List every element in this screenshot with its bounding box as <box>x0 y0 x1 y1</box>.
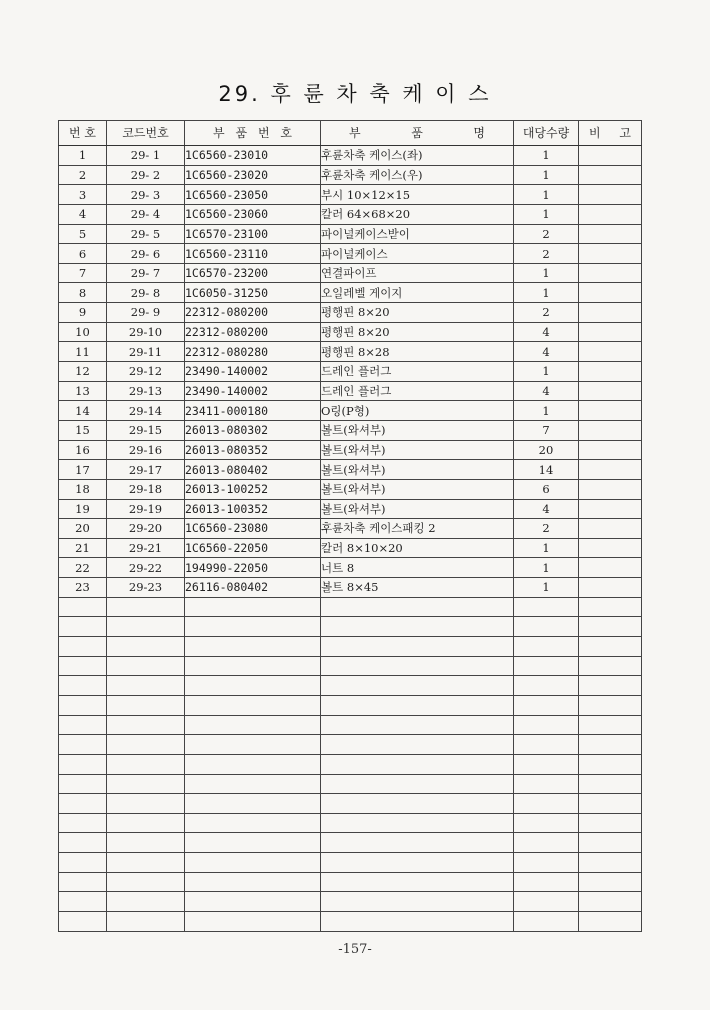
part-number-cell <box>185 637 321 657</box>
code-number-cell: 29-20 <box>107 519 185 539</box>
row-number-cell: 5 <box>59 224 107 244</box>
quantity-cell: 6 <box>514 479 579 499</box>
code-number-cell <box>107 774 185 794</box>
table-row <box>59 322 642 342</box>
quantity-cell <box>514 695 579 715</box>
remarks-cell <box>579 558 642 578</box>
table-row <box>59 146 642 166</box>
part-name-cell: 파이널케이스받이 <box>321 224 514 244</box>
quantity-cell: 4 <box>514 499 579 519</box>
part-number-cell <box>185 715 321 735</box>
remarks-cell <box>579 617 642 637</box>
table-row <box>59 165 642 185</box>
row-number-cell: 20 <box>59 519 107 539</box>
part-number-cell: 23490-140002 <box>185 362 321 382</box>
part-number-cell <box>185 813 321 833</box>
table-row <box>59 185 642 205</box>
row-number-cell: 3 <box>59 185 107 205</box>
row-number-cell: 9 <box>59 303 107 323</box>
row-number-cell <box>59 872 107 892</box>
part-number-cell <box>185 872 321 892</box>
part-number-cell: 26013-100252 <box>185 479 321 499</box>
header-remarks: 비 고 <box>579 121 642 146</box>
code-number-cell: 29-17 <box>107 460 185 480</box>
row-number-cell: 14 <box>59 401 107 421</box>
part-number-cell <box>185 597 321 617</box>
remarks-cell <box>579 872 642 892</box>
quantity-cell <box>514 637 579 657</box>
remarks-cell <box>579 754 642 774</box>
remarks-cell <box>579 303 642 323</box>
page-number: -157- <box>338 942 372 957</box>
code-number-cell: 29-16 <box>107 440 185 460</box>
code-number-cell: 29-14 <box>107 401 185 421</box>
code-number-cell: 29- 6 <box>107 244 185 264</box>
row-number-cell: 6 <box>59 244 107 264</box>
part-name-cell <box>321 676 514 696</box>
quantity-cell: 2 <box>514 303 579 323</box>
remarks-cell <box>579 813 642 833</box>
code-number-cell <box>107 754 185 774</box>
empty-table-row <box>59 597 642 617</box>
part-number-cell: 22312-080280 <box>185 342 321 362</box>
part-name-cell <box>321 656 514 676</box>
table-row <box>59 420 642 440</box>
empty-table-row <box>59 833 642 853</box>
remarks-cell <box>579 656 642 676</box>
code-number-cell <box>107 676 185 696</box>
table-row <box>59 342 642 362</box>
part-number-cell: 1C6570-23200 <box>185 263 321 283</box>
code-number-cell: 29-23 <box>107 578 185 598</box>
code-number-cell <box>107 735 185 755</box>
row-number-cell <box>59 735 107 755</box>
remarks-cell <box>579 637 642 657</box>
remarks-cell <box>579 440 642 460</box>
quantity-cell: 4 <box>514 322 579 342</box>
part-name-cell: 평행핀 8×20 <box>321 303 514 323</box>
code-number-cell <box>107 833 185 853</box>
remarks-cell <box>579 892 642 912</box>
row-number-cell <box>59 715 107 735</box>
empty-table-row <box>59 754 642 774</box>
row-number-cell: 8 <box>59 283 107 303</box>
table-row <box>59 381 642 401</box>
row-number-cell: 23 <box>59 578 107 598</box>
part-number-cell <box>185 617 321 637</box>
part-number-cell <box>185 794 321 814</box>
quantity-cell: 1 <box>514 185 579 205</box>
header-part-no: 부 품 번 호 <box>185 121 321 146</box>
remarks-cell <box>579 283 642 303</box>
empty-table-row <box>59 872 642 892</box>
page-title: 29. 후 륜 차 축 케 이 스 <box>218 82 492 106</box>
code-number-cell <box>107 656 185 676</box>
quantity-cell: 1 <box>514 204 579 224</box>
remarks-cell <box>579 499 642 519</box>
row-number-cell: 2 <box>59 165 107 185</box>
header-qty: 대당수량 <box>514 121 579 146</box>
part-number-cell <box>185 695 321 715</box>
part-number-cell: 1C6560-23080 <box>185 519 321 539</box>
part-name-cell <box>321 794 514 814</box>
empty-table-row <box>59 676 642 696</box>
table-row <box>59 263 642 283</box>
part-number-cell: 26013-080352 <box>185 440 321 460</box>
empty-table-row <box>59 774 642 794</box>
table-row <box>59 362 642 382</box>
quantity-cell: 1 <box>514 362 579 382</box>
row-number-cell: 21 <box>59 538 107 558</box>
empty-table-row <box>59 892 642 912</box>
row-number-cell <box>59 794 107 814</box>
quantity-cell <box>514 617 579 637</box>
quantity-cell <box>514 597 579 617</box>
remarks-cell <box>579 401 642 421</box>
empty-table-row <box>59 715 642 735</box>
quantity-cell <box>514 754 579 774</box>
part-number-cell: 1C6570-23100 <box>185 224 321 244</box>
empty-table-row <box>59 853 642 873</box>
part-name-cell: O링(P형) <box>321 401 514 421</box>
quantity-cell <box>514 676 579 696</box>
remarks-cell <box>579 362 642 382</box>
part-number-cell: 26013-100352 <box>185 499 321 519</box>
quantity-cell <box>514 735 579 755</box>
row-number-cell: 12 <box>59 362 107 382</box>
part-name-cell: 볼트(와셔부) <box>321 440 514 460</box>
part-number-cell <box>185 754 321 774</box>
quantity-cell: 2 <box>514 244 579 264</box>
code-number-cell: 29- 4 <box>107 204 185 224</box>
remarks-cell <box>579 715 642 735</box>
row-number-cell <box>59 813 107 833</box>
part-name-cell: 평행핀 8×28 <box>321 342 514 362</box>
part-name-cell: 후륜차축 케이스(좌) <box>321 146 514 166</box>
remarks-cell <box>579 538 642 558</box>
quantity-cell: 1 <box>514 538 579 558</box>
table-row <box>59 204 642 224</box>
quantity-cell: 2 <box>514 519 579 539</box>
header-no: 번 호 <box>59 121 107 146</box>
row-number-cell <box>59 853 107 873</box>
part-name-cell <box>321 735 514 755</box>
part-name-cell <box>321 892 514 912</box>
table-row <box>59 519 642 539</box>
quantity-cell <box>514 872 579 892</box>
table-row <box>59 303 642 323</box>
quantity-cell: 1 <box>514 578 579 598</box>
row-number-cell: 17 <box>59 460 107 480</box>
empty-table-row <box>59 656 642 676</box>
part-name-cell: 볼트(와셔부) <box>321 479 514 499</box>
row-number-cell: 15 <box>59 420 107 440</box>
part-name-cell: 칼러 8×10×20 <box>321 538 514 558</box>
row-number-cell <box>59 911 107 931</box>
part-name-cell <box>321 813 514 833</box>
part-name-cell: 볼트(와셔부) <box>321 460 514 480</box>
table-header-row <box>59 121 642 146</box>
row-number-cell: 13 <box>59 381 107 401</box>
parts-table-body <box>59 146 642 932</box>
part-number-cell: 1C6560-23050 <box>185 185 321 205</box>
part-number-cell <box>185 911 321 931</box>
part-name-cell: 후륜차축 케이스(우) <box>321 165 514 185</box>
code-number-cell <box>107 911 185 931</box>
code-number-cell: 29-15 <box>107 420 185 440</box>
quantity-cell: 14 <box>514 460 579 480</box>
remarks-cell <box>579 322 642 342</box>
quantity-cell: 1 <box>514 165 579 185</box>
row-number-cell <box>59 617 107 637</box>
remarks-cell <box>579 519 642 539</box>
row-number-cell <box>59 892 107 912</box>
quantity-cell <box>514 656 579 676</box>
remarks-cell <box>579 460 642 480</box>
remarks-cell <box>579 381 642 401</box>
code-number-cell: 29-22 <box>107 558 185 578</box>
part-name-cell <box>321 637 514 657</box>
part-name-cell: 칼러 64×68×20 <box>321 204 514 224</box>
part-number-cell: 23411-000180 <box>185 401 321 421</box>
quantity-cell <box>514 715 579 735</box>
code-number-cell <box>107 872 185 892</box>
remarks-cell <box>579 911 642 931</box>
part-name-cell: 드레인 플러그 <box>321 362 514 382</box>
table-row <box>59 401 642 421</box>
part-name-cell <box>321 911 514 931</box>
quantity-cell: 7 <box>514 420 579 440</box>
remarks-cell <box>579 420 642 440</box>
part-number-cell: 26116-080402 <box>185 578 321 598</box>
table-row <box>59 558 642 578</box>
table-row <box>59 244 642 264</box>
remarks-cell <box>579 695 642 715</box>
part-name-cell: 볼트(와셔부) <box>321 499 514 519</box>
remarks-cell <box>579 263 642 283</box>
code-number-cell: 29-21 <box>107 538 185 558</box>
code-number-cell <box>107 813 185 833</box>
code-number-cell <box>107 617 185 637</box>
row-number-cell: 7 <box>59 263 107 283</box>
empty-table-row <box>59 813 642 833</box>
table-row <box>59 224 642 244</box>
remarks-cell <box>579 185 642 205</box>
header-code: 코드번호 <box>107 121 185 146</box>
quantity-cell: 1 <box>514 401 579 421</box>
part-number-cell: 1C6560-23020 <box>185 165 321 185</box>
quantity-cell: 4 <box>514 342 579 362</box>
empty-table-row <box>59 637 642 657</box>
row-number-cell: 4 <box>59 204 107 224</box>
part-name-cell <box>321 715 514 735</box>
row-number-cell: 22 <box>59 558 107 578</box>
part-name-cell: 연결파이프 <box>321 263 514 283</box>
remarks-cell <box>579 597 642 617</box>
empty-table-row <box>59 911 642 931</box>
part-name-cell: 파이널케이스 <box>321 244 514 264</box>
part-name-cell: 오일레벨 게이지 <box>321 283 514 303</box>
code-number-cell: 29-10 <box>107 322 185 342</box>
code-number-cell <box>107 695 185 715</box>
code-number-cell: 29-13 <box>107 381 185 401</box>
quantity-cell: 20 <box>514 440 579 460</box>
code-number-cell <box>107 892 185 912</box>
remarks-cell <box>579 676 642 696</box>
row-number-cell <box>59 833 107 853</box>
part-number-cell: 23490-140002 <box>185 381 321 401</box>
code-number-cell: 29- 9 <box>107 303 185 323</box>
header-part-name: 부 품 명 <box>321 121 514 146</box>
quantity-cell <box>514 813 579 833</box>
table-row <box>59 283 642 303</box>
quantity-cell <box>514 774 579 794</box>
part-number-cell <box>185 735 321 755</box>
part-number-cell: 1C6050-31250 <box>185 283 321 303</box>
empty-table-row <box>59 617 642 637</box>
part-name-cell: 평행핀 8×20 <box>321 322 514 342</box>
quantity-cell: 1 <box>514 146 579 166</box>
table-row <box>59 460 642 480</box>
quantity-cell <box>514 911 579 931</box>
code-number-cell <box>107 597 185 617</box>
remarks-cell <box>579 794 642 814</box>
code-number-cell: 29- 5 <box>107 224 185 244</box>
part-number-cell <box>185 853 321 873</box>
row-number-cell <box>59 637 107 657</box>
part-number-cell: 194990-22050 <box>185 558 321 578</box>
code-number-cell <box>107 794 185 814</box>
part-name-cell <box>321 872 514 892</box>
part-name-cell <box>321 695 514 715</box>
table-row <box>59 440 642 460</box>
part-name-cell: 후륜차축 케이스패킹 2 <box>321 519 514 539</box>
remarks-cell <box>579 224 642 244</box>
row-number-cell <box>59 597 107 617</box>
quantity-cell: 1 <box>514 263 579 283</box>
part-name-cell <box>321 774 514 794</box>
quantity-cell <box>514 794 579 814</box>
code-number-cell <box>107 715 185 735</box>
part-number-cell: 22312-080200 <box>185 322 321 342</box>
quantity-cell <box>514 853 579 873</box>
part-number-cell: 1C6560-23010 <box>185 146 321 166</box>
remarks-cell <box>579 244 642 264</box>
code-number-cell: 29- 2 <box>107 165 185 185</box>
part-name-cell: 드레인 플러그 <box>321 381 514 401</box>
table-row <box>59 479 642 499</box>
row-number-cell: 16 <box>59 440 107 460</box>
remarks-cell <box>579 165 642 185</box>
code-number-cell: 29- 7 <box>107 263 185 283</box>
row-number-cell <box>59 676 107 696</box>
part-name-cell <box>321 617 514 637</box>
part-number-cell <box>185 774 321 794</box>
code-number-cell: 29- 1 <box>107 146 185 166</box>
remarks-cell <box>579 204 642 224</box>
code-number-cell: 29- 8 <box>107 283 185 303</box>
remarks-cell <box>579 578 642 598</box>
empty-table-row <box>59 735 642 755</box>
part-number-cell: 1C6560-23110 <box>185 244 321 264</box>
quantity-cell <box>514 833 579 853</box>
table-row <box>59 499 642 519</box>
part-name-cell: 볼트(와셔부) <box>321 420 514 440</box>
row-number-cell: 11 <box>59 342 107 362</box>
row-number-cell: 1 <box>59 146 107 166</box>
row-number-cell: 19 <box>59 499 107 519</box>
part-number-cell <box>185 833 321 853</box>
table-row <box>59 538 642 558</box>
row-number-cell: 18 <box>59 479 107 499</box>
row-number-cell <box>59 656 107 676</box>
code-number-cell <box>107 637 185 657</box>
empty-table-row <box>59 695 642 715</box>
code-number-cell: 29- 3 <box>107 185 185 205</box>
part-number-cell: 26013-080302 <box>185 420 321 440</box>
remarks-cell <box>579 735 642 755</box>
row-number-cell <box>59 754 107 774</box>
row-number-cell <box>59 695 107 715</box>
remarks-cell <box>579 833 642 853</box>
remarks-cell <box>579 342 642 362</box>
part-name-cell <box>321 754 514 774</box>
empty-table-row <box>59 794 642 814</box>
part-number-cell: 1C6560-22050 <box>185 538 321 558</box>
remarks-cell <box>579 774 642 794</box>
code-number-cell: 29-12 <box>107 362 185 382</box>
code-number-cell <box>107 853 185 873</box>
part-number-cell <box>185 656 321 676</box>
part-name-cell <box>321 853 514 873</box>
quantity-cell <box>514 892 579 912</box>
part-number-cell: 22312-080200 <box>185 303 321 323</box>
part-number-cell <box>185 892 321 912</box>
code-number-cell: 29-19 <box>107 499 185 519</box>
part-name-cell <box>321 833 514 853</box>
part-name-cell <box>321 597 514 617</box>
code-number-cell: 29-11 <box>107 342 185 362</box>
part-number-cell: 26013-080402 <box>185 460 321 480</box>
quantity-cell: 2 <box>514 224 579 244</box>
code-number-cell: 29-18 <box>107 479 185 499</box>
row-number-cell <box>59 774 107 794</box>
quantity-cell: 1 <box>514 558 579 578</box>
part-number-cell: 1C6560-23060 <box>185 204 321 224</box>
part-name-cell: 너트 8 <box>321 558 514 578</box>
row-number-cell: 10 <box>59 322 107 342</box>
parts-table <box>58 120 642 932</box>
remarks-cell <box>579 853 642 873</box>
quantity-cell: 1 <box>514 283 579 303</box>
part-name-cell: 볼트 8×45 <box>321 578 514 598</box>
part-number-cell <box>185 676 321 696</box>
remarks-cell <box>579 479 642 499</box>
table-row <box>59 578 642 598</box>
quantity-cell: 4 <box>514 381 579 401</box>
part-name-cell: 부시 10×12×15 <box>321 185 514 205</box>
remarks-cell <box>579 146 642 166</box>
